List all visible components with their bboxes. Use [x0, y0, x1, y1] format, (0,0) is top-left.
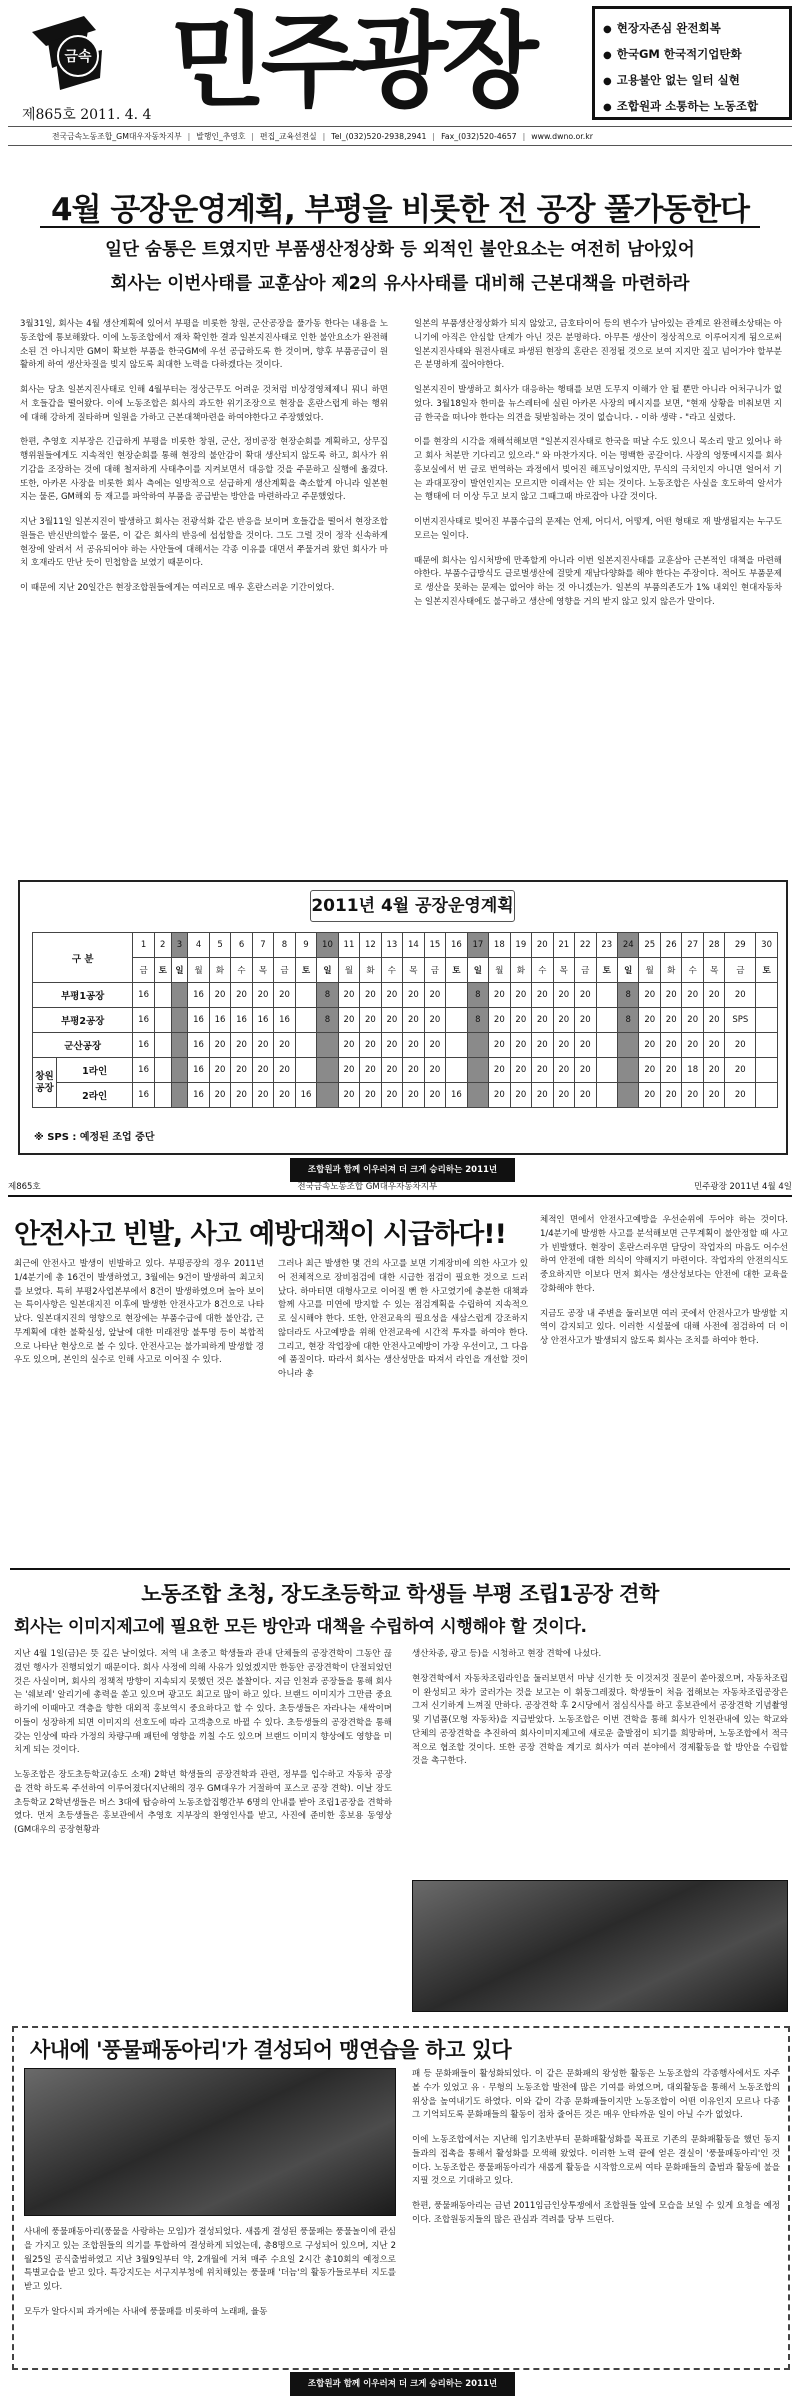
- info-issuer: 발행인_추영호: [196, 131, 246, 141]
- table-cell: [317, 1058, 338, 1083]
- article1-paragraph: 이 때문에 지난 20일간은 현장조합원들에게는 여러모로 매우 혼란스러운 기간이었다.: [20, 583, 335, 594]
- field-trip-group-photo: [412, 1880, 788, 2012]
- table-cell: 20: [660, 983, 681, 1008]
- table-cell: [446, 1058, 467, 1083]
- table-cell: 16: [188, 1008, 209, 1033]
- article1-paragraph: 한편, 추영호 지부장은 긴급하게 부평을 비롯한 창원, 군산, 정비공장 현장순회를 계획하고, 상무집행위원들에게도 지속적인 현장순회를 통해 현장의 불안감이 확대 생산되지 않도록 하고, 회사가 위기감을 조장하는 것에 대해 철저하게 사태추이를 지켜보면서 대응할 것을 주문하고 실행에 옮겼다. 또한, 아카몬 사장을 비롯한 회사 측에는 일방적으로 섣급하게 생산계획을 축소할게 아니라 일본현지는 물론, GM해외 등 재고를 파악하여 부품을 공급받는 방안을 마련하라고 주문했었다.: [20, 437, 388, 503]
- union-logo: [26, 12, 108, 94]
- table-cell: 20: [252, 1058, 273, 1083]
- table-cell: [171, 1033, 188, 1058]
- table-cell: [618, 1083, 639, 1108]
- table-cell: [154, 1083, 171, 1108]
- weekday-header: 토: [596, 958, 617, 983]
- day-header: 18: [489, 933, 510, 958]
- table-cell: 20: [252, 1083, 273, 1108]
- weekday-header: 수: [381, 958, 402, 983]
- table-cell: 20: [252, 1033, 273, 1058]
- table-cell: 20: [231, 983, 252, 1008]
- article3-subheadline: 회사는 이미지제고에 필요한 모든 방안과 대책을 수립하여 시행해야 할 것이다.: [14, 1617, 587, 1637]
- article1-paragraph: 회사는 당초 일본지진사태로 인해 4월부터는 정상근무도 어려운 것처럼 비상경영체제니 뭐니 하면서 호들갑을 떨어왔다. 이에 노동조합은 회사의 과도한 위기조장으로 현장을 혼란스럽게 하는 행위에 대해 강하게 질타하며 일원을 가하고 근본대책마련을 하여야한다고 주장했었다.: [20, 385, 388, 423]
- table-cell: 20: [489, 1058, 510, 1083]
- article4-paragraph: 모두가 알다시피 과거에는 사내에 풍물패를 비롯하여 노래패, 율동: [24, 2306, 268, 2317]
- table-cell: 16: [274, 1008, 295, 1033]
- table-cell: [154, 1033, 171, 1058]
- table-cell: 20: [660, 1058, 681, 1083]
- table-cell: 8: [317, 983, 338, 1008]
- day-header: 14: [403, 933, 424, 958]
- table-cell: 20: [360, 1033, 381, 1058]
- table-cell: 16: [446, 1083, 467, 1108]
- day-header: 8: [274, 933, 295, 958]
- info-fax: Fax_(032)520-4657: [441, 131, 517, 141]
- table-cell: 20: [553, 1033, 574, 1058]
- table-cell: 20: [252, 983, 273, 1008]
- table-cell: [756, 983, 778, 1008]
- table-cell: 16: [252, 1008, 273, 1033]
- row-label: 군산공장: [33, 1033, 133, 1058]
- table-cell: 20: [403, 1058, 424, 1083]
- day-header: 28: [703, 933, 724, 958]
- table-cell: [596, 1083, 617, 1108]
- table-cell: 16: [295, 1083, 316, 1108]
- weekday-header: 화: [510, 958, 531, 983]
- footer-ribbon: 조합원과 함께 이우러져 더 크게 승리하는 2011년: [290, 1158, 515, 1182]
- table-cell: 20: [381, 1058, 402, 1083]
- weekday-header: 금: [274, 958, 295, 983]
- day-header: 12: [360, 933, 381, 958]
- article4-paragraph: 사내에 풍물패동아리(풍물을 사랑하는 모임)가 결성되었다. 새롭게 결성된 풍물패는 풍물놀이에 관심을 가지고 있는 조합원들의 의기를 투합하여 결성하게 되었는데, 총8명으로 구성되어 있으며, 지난 2월25일 공식출범하였고 지난 3월9일부터 약, 2개월에 거쳐 매주 수요일 2시간 총10회의 예정으로 특별교습을 받고 있다. 특강지도는 서구지부청에 위치해있는 풍물패 '더늠'의 활동가들로부터 지도를 받고 있다.: [24, 2227, 396, 2293]
- article1-subheadline-1: 일단 숨통은 트였지만 부품생산정상화 등 외적인 불안요소는 여전히 남아있어: [105, 240, 695, 260]
- info-editor: 편집_교육선전실: [260, 131, 317, 141]
- table-cell: 20: [575, 983, 596, 1008]
- table-cell: 20: [209, 1033, 230, 1058]
- article2-column-1: [14, 1258, 264, 1379]
- page2-issue: 제865호: [8, 1182, 41, 1192]
- pungmul-practice-photo: [24, 2068, 396, 2216]
- table-cell: [171, 1083, 188, 1108]
- slogan-item: ● 현장자존심 완전회복: [603, 16, 781, 42]
- table-cell: 20: [532, 1083, 553, 1108]
- table-cell: 8: [618, 1008, 639, 1033]
- table-cell: 20: [682, 1008, 703, 1033]
- table-cell: 8: [317, 1008, 338, 1033]
- table-cell: [618, 1058, 639, 1083]
- table-cell: 16: [188, 1033, 209, 1058]
- table-cell: [756, 1083, 778, 1108]
- day-header: 30: [756, 933, 778, 958]
- weekday-header: 목: [703, 958, 724, 983]
- weekday-header: 화: [660, 958, 681, 983]
- table-cell: 20: [424, 1083, 445, 1108]
- table-cell: 20: [338, 983, 359, 1008]
- weekday-header: 금: [725, 958, 756, 983]
- weekday-header: 금: [575, 958, 596, 983]
- table-cell: 20: [725, 1033, 756, 1058]
- table-cell: 20: [575, 1033, 596, 1058]
- article1-headline: 4월 공장운영계획, 부평을 비롯한 전 공장 풀가동한다: [51, 192, 749, 228]
- info-website[interactable]: www.dwno.or.kr: [531, 131, 593, 141]
- article2-column-3: [540, 1214, 788, 1360]
- table-cell: 20: [725, 1083, 756, 1108]
- table-cell: [596, 1008, 617, 1033]
- weekday-header: 화: [360, 958, 381, 983]
- sps-note: ※ SPS : 예정된 조업 중단: [34, 1132, 155, 1143]
- table-cell: 20: [510, 1033, 531, 1058]
- article2-paragraph: 그러나 최근 발생한 몇 건의 사고를 보면 기계장비에 의한 사고가 있어 전체적으로 장비점검에 대한 시급한 점검이 필요한 것으로 드러났다. 하마터면 대형사고로 이어질 뻔 한 사고였기에 충분한 대책과 함께 사고를 미연에 방지할 수 있는 점검계획을 수립하여 지속적으로 실시해야 한다. 또한, 안전교육의 필요성을 새삼스럽게 강조하지 않더라도 사고예방을 위해 안전교육에 시간적 투자를 하여야 한다. 그리고, 현장 작업장에 대한 안전사고예방이 가장 우선이고, 그 다음에 품질이다. 따라서 회사는 생산성만을 따져서 라인을 개선할 것이 아니라 총: [278, 1259, 528, 1380]
- article3-paragraph: 생산차종, 광고 등)을 시청하고 현장 견학에 나섰다.: [412, 1649, 602, 1659]
- table-cell: [295, 1058, 316, 1083]
- weekday-header: 목: [553, 958, 574, 983]
- article1-paragraph: 때문에 회사는 임시처방에 만족할게 아니라 이번 일본지진사태를 교훈삼아 근본적인 대책을 마련해야한다. 부품수급방식도 글로벌생산에 걸맞게 재남다양화를 해야 한다는 주장이다. 적어도 부품문제로 생산을 못하는 문제는 없어야 하는 것 아니겠는가. 일본의 부품의존도가 1% 내외인 현대자동차는 일본지진사태에도 불구하고 생산에 영향을 거의 받지 않고 있지 않은가 말이다.: [414, 555, 782, 608]
- article1-column-left: [20, 318, 388, 607]
- day-header: 3: [171, 933, 188, 958]
- article3-paragraph: 현장견학에서 자동차조립라인을 둘러보면서 마냥 신기한 듯 이것저것 질문이 쏟아졌으며, 자동차조립이 완성되고 차가 굴러가는 것을 보고는 이 휘둥그레졌다. 학생들이 처음 접해보는 자동차조립공장은 그저 신기하게 느껴질 만하다. 공장견학 후 2시당에서 점심식사를 하고 홍보관에서 공장견학 기념촬영 및 기념품(모형 자동차)을 지급받았다. 노동조합은 이번 견학을 통해 회사가 인천관내에 있는 학교와 단체의 공장견학을 추진하여 회사이미지제고에 새로운 출발점이 되기를 희망하며, 노동조합에서 적극적으로 협조할 것이다. 또한 공장 견학을 계기로 회사가 여러 분야에서 경제활동을 할 방안을 수립할 것을 촉구한다.: [412, 1673, 788, 1767]
- table-cell: [596, 983, 617, 1008]
- table-cell: [467, 1083, 488, 1108]
- weekday-header: 수: [532, 958, 553, 983]
- table-cell: [596, 1058, 617, 1083]
- table-cell: 20: [360, 1008, 381, 1033]
- day-header: 20: [532, 933, 553, 958]
- table-cell: 20: [424, 1008, 445, 1033]
- day-header: 25: [639, 933, 660, 958]
- page2-date: 민주광장 2011년 4월 4일: [693, 1182, 792, 1192]
- weekday-header: 수: [231, 958, 252, 983]
- table-cell: 16: [209, 1008, 230, 1033]
- table-cell: [446, 983, 467, 1008]
- table-cell: 16: [133, 1083, 154, 1108]
- weekday-header: 토: [756, 958, 778, 983]
- table-cell: 20: [424, 983, 445, 1008]
- table-cell: 16: [188, 1058, 209, 1083]
- slogan-box: [592, 6, 792, 120]
- table-cell: 20: [360, 983, 381, 1008]
- table-cell: 20: [553, 1083, 574, 1108]
- table-cell: 20: [703, 983, 724, 1008]
- table-cell: [295, 1008, 316, 1033]
- day-header: 26: [660, 933, 681, 958]
- operation-plan-table-box: [18, 880, 788, 1155]
- row-label: 1라인: [57, 1058, 133, 1083]
- table-cell: 20: [703, 1058, 724, 1083]
- table-cell: 20: [639, 1008, 660, 1033]
- table-cell: [756, 1008, 778, 1033]
- logo-text: 금속: [64, 49, 92, 65]
- article2-paragraph: 지금도 공장 내 주변을 둘러보면 여러 곳에서 안전사고가 발생할 지역이 감지되고 있다. 이러한 시설물에 대해 사전에 점검하여 더 이상 안전사고가 발생되지 않도록 회사는 조치를 하여야 한다.: [540, 1308, 788, 1347]
- table-row: [33, 1008, 778, 1033]
- weekday-header: 수: [682, 958, 703, 983]
- table-cell: 20: [703, 1008, 724, 1033]
- table-cell: [154, 1008, 171, 1033]
- table-cell: 16: [231, 1008, 252, 1033]
- article1-paragraph: 3월31일, 회사는 4월 생산계획에 있어서 부평을 비롯한 창원, 군산공장을 풀가동 한다는 내용을 노동조합에 통보해왔다. 이에 노동조합에서 재차 확인한 결과 일본지진사태로 인한 불안요소가 완전해소된 건 아니지만 GM이 확보한 부품을 한국GM에 우선 공급하도록 한 것이며, 향후 부품공급이 원활하게 하여 생산차질을 빚지 않도록 최대한 노력을 다하겠다는 것이다.: [20, 319, 388, 371]
- table-cell: 20: [639, 1083, 660, 1108]
- table-cell: 20: [274, 1083, 295, 1108]
- table-cell: [171, 983, 188, 1008]
- table-cell: 20: [703, 1033, 724, 1058]
- page2-running-header: [8, 1180, 792, 1197]
- weekday-header: 목: [252, 958, 273, 983]
- table-cell: [618, 1033, 639, 1058]
- table-cell: 20: [231, 1058, 252, 1083]
- table-row: [33, 1083, 778, 1108]
- table-cell: 20: [231, 1083, 252, 1108]
- weekday-header: 일: [467, 958, 488, 983]
- masthead: [0, 0, 800, 140]
- table-cell: 20: [489, 983, 510, 1008]
- table-cell: 20: [424, 1058, 445, 1083]
- table-cell: 20: [338, 1083, 359, 1108]
- table-cell: 20: [403, 1083, 424, 1108]
- table-cell: 20: [553, 1008, 574, 1033]
- table-cell: 8: [467, 1008, 488, 1033]
- article1-paragraph: 이를 현장의 시각을 재해석해보면 "일본지진사태로 한국을 떠날 수도 있으니 목소리 말고 있어나 하고 회사 처분만 기다리고 있으라." 와 마찬가지다. 이는 명백한 공갈이다. 사장의 엉뚱메시지를 회사 홍보실에서 번 글로 번역하는 과정에서 빚어진 해프닝이었지만, 무식의 극치인지 아니면 얼어서 기는 과대포장이 발언인지는 모르지만 이래서는 안 되는 것이다. 노동조합은 사실을 호도하여 알서가는 행태에 더 이상 두고 보지 않고 그때그때 바로잡아 나갈 것이다.: [414, 437, 782, 503]
- footer-ribbon-page2: 조합원과 함께 이우러져 더 크게 승리하는 2011년: [290, 2372, 515, 2396]
- table-header-days: [33, 933, 778, 958]
- article2-paragraph: 최근에 안전사고 발생이 빈발하고 있다. 부평공장의 경우 2011년 1/4분기에 총 16건이 발생하였고, 3월에는 9건이 발생하여 최고치를 보였다. 특히 부평2사업본부에서 8건이 발생하였으며 높아 보이는 특이사항은 일본대지진 이후에 발생한 안전사고가 8건으로 나타났다. 일본대지진의 영향으로 현장에는 부품수급에 대한 불안감, 근무계획에 대한 불확실성, 앞날에 대한 미래전망 불투명 등이 복합적으로 나타난 현상으로 볼 수 있다. 안전사고는 불가피하게 발생할 경우도 있으며, 본인의 실수로 인해 사고로 이어질 수 있다.: [14, 1259, 264, 1366]
- table-cell: 20: [360, 1058, 381, 1083]
- article2-paragraph: 체적인 면에서 안전사고예방을 우선순위에 두어야 하는 것이다. 1/4분기에 발생한 사고를 분석해보면 근무계획이 불안정할 때 사고가 빈발했다. 현장이 혼란스러우면 담당이 작업자의 마음도 어수선하여 안전에 대한 의식이 약해지기 마련이다. 작업자의 안전의식도 중요하지만 이보다 먼저 회사는 생산성보다는 안전에 대한 교육을 강화해야 한다.: [540, 1215, 788, 1294]
- article3-column-right: [412, 1648, 788, 1780]
- weekday-header: 토: [446, 958, 467, 983]
- weekday-header: 토: [295, 958, 316, 983]
- table-cell: 20: [575, 1058, 596, 1083]
- table-cell: 20: [725, 1058, 756, 1083]
- table-cell: 20: [403, 1033, 424, 1058]
- table-cell: 20: [403, 1008, 424, 1033]
- day-header: 4: [188, 933, 209, 958]
- row-label: 2라인: [57, 1083, 133, 1108]
- table-cell: [295, 983, 316, 1008]
- table-cell: 20: [510, 1008, 531, 1033]
- day-header: 24: [618, 933, 639, 958]
- table-cell: [446, 1008, 467, 1033]
- table-cell: 16: [188, 1083, 209, 1108]
- article1-paragraph: 지난 3월11일 일본지진이 발생하고 회사는 전광석화 같은 반응을 보이며 호들갑을 떨어서 현장조합원들은 반신반의할수 물론, 이 같은 회사의 반응에 섭섭함을 것이다. 그도 그럴 것이 정작 신속하게 현장에 알려서 서 공유되어야 하는 사안들에 대해서는 각종 이유를 대면서 쭈물거려 왔던 회사가 마치 호재라도 만난 듯이 민첩함을 보였기 때문이다.: [20, 517, 388, 569]
- weekday-header: 금: [133, 958, 154, 983]
- table-cell: [317, 1033, 338, 1058]
- table-cell: 20: [682, 1033, 703, 1058]
- article3-paragraph: 노동조합은 장도초등학교(송도 소재) 2학년 학생들의 공장견학과 관련, 정부를 입수하고 자동차 공장을 견학 하도록 주선하여 이루어졌다(지난해의 경우 GM대우가 거절하여 포스코 공장 견학). 이날 장도초등학교 2학년생들은 버스 3대에 탑승하여 노동조합집행간부 6명의 안내를 받아 조립1공장을 견학하였다. 먼저 초등생들은 홍보관에서 추영호 지부장의 환영인사를 받고, 사진에 준비한 홍보용 동영상(GM대우의 공장현황과: [14, 1770, 392, 1836]
- article1-column-right: [414, 318, 782, 621]
- table-cell: 20: [274, 983, 295, 1008]
- article2-column-2: [278, 1258, 528, 1393]
- table-cell: 20: [274, 1033, 295, 1058]
- table-cell: 20: [532, 1058, 553, 1083]
- day-header: 21: [553, 933, 574, 958]
- table-cell: [756, 1058, 778, 1083]
- table-header-weekdays: [33, 958, 778, 983]
- table-cell: 20: [489, 1033, 510, 1058]
- table-cell: 20: [231, 1033, 252, 1058]
- weekday-header: 월: [489, 958, 510, 983]
- weekday-header: 일: [171, 958, 188, 983]
- table-cell: 20: [703, 1083, 724, 1108]
- day-header: 16: [446, 933, 467, 958]
- headline-rule: [40, 176, 760, 228]
- weekday-header: 일: [317, 958, 338, 983]
- day-header: 1: [133, 933, 154, 958]
- table-row: [33, 1058, 778, 1083]
- table-cell: [467, 1058, 488, 1083]
- table-cell: 20: [338, 1058, 359, 1083]
- day-header: 15: [424, 933, 445, 958]
- table-cell: 20: [209, 1083, 230, 1108]
- article2-headline: 안전사고 빈발, 사고 예방대책이 시급하다!!: [14, 1219, 506, 1250]
- table-cell: 20: [510, 1083, 531, 1108]
- table-cell: 20: [489, 1008, 510, 1033]
- table-cell: [171, 1008, 188, 1033]
- slogan-item: ● 고용불안 없는 일터 실현: [603, 68, 781, 94]
- table-cell: [317, 1083, 338, 1108]
- table-cell: 20: [274, 1058, 295, 1083]
- table-cell: 20: [403, 983, 424, 1008]
- weekday-header: 화: [209, 958, 230, 983]
- row-group-label: 창원공장: [33, 1058, 57, 1108]
- table-cell: 20: [682, 1083, 703, 1108]
- weekday-header: 토: [154, 958, 171, 983]
- table-cell: [756, 1033, 778, 1058]
- slogan-item: ● 조합원과 소통하는 노동조합: [603, 94, 781, 120]
- weekday-header: 월: [639, 958, 660, 983]
- article4-paragraph: 패 등 문화패들이 활성화되었다. 이 같은 문화패의 왕성한 활동은 노동조합의 각종행사에서도 자주 볼 수가 있었고 유 · 무형의 노동조합 발전에 많은 기여를 하였으며, 대외활동을 통해서 노동조합의 위상을 높여내기도 하였다. 이와 같이 각종 문화패들이지만 노동조합이 어떤 이유인지 모르나 다종 그 기억되도록 문화패들의 활동이 점차 줄어든 것은 매우 안타까운 일이 아닐 수가 없었다.: [412, 2069, 780, 2121]
- table-cell: [596, 1033, 617, 1058]
- table-cell: 20: [381, 1008, 402, 1033]
- row-label: 부평2공장: [33, 1008, 133, 1033]
- weekday-header: 목: [403, 958, 424, 983]
- article3-paragraph: 지난 4월 1일(금)은 뜻 깊은 날이었다. 저역 내 초중고 학생들과 관내 단체들의 공장견학이 그동안 끊겼던 행사가 진행되었기 때문이다. 회사 사정에 의해 사유가 있었겠지만 한동안 공장견학이 단절되었던 것은 사실이며, 회사의 정책적 방향이 지속되지 못했던 것은 불찰이다. 지금 인천과 공장들을 통해 회사는 '쉐보레' 알리기에 총력을 쏟고 있으며 광고도 최고로 많이 하고 있다. 브랜드 이미지가 그만큼 중요하기에 이때마고 객층을 향한 대외적 홍보역시 중요하다고 할 수 있다. 초등생들은 자라나는 새싹이며 이들이 성장하게 되면 이미지의 선호도에 따라 고객층으로 바뀔 수 있다. 초등생들의 공장견학을 통해 갖는 인상에 따라 가정의 차량구매 패턴에 영향을 끼칠 수도 있으며 브랜드 이미지 향상에도 영향을 미치게 되는 것이다.: [14, 1649, 392, 1756]
- issue-number: 제865호 2011. 4. 4: [22, 107, 152, 123]
- table-cell: 20: [575, 1008, 596, 1033]
- table-cell: 20: [424, 1033, 445, 1058]
- article1-paragraph: 이번지진사태로 빚어진 부품수급의 문제는 언제, 어디서, 어떻게, 어떤 형태로 재 발생될지는 누구도 모르는 일이다.: [414, 517, 782, 541]
- table-cell: 20: [553, 1058, 574, 1083]
- day-header: 29: [725, 933, 756, 958]
- weekday-header: 일: [618, 958, 639, 983]
- day-header: 19: [510, 933, 531, 958]
- table-cell: 20: [575, 1083, 596, 1108]
- table-row: [33, 1033, 778, 1058]
- table-cell: [467, 1033, 488, 1058]
- table-cell: [295, 1033, 316, 1058]
- day-header: 22: [575, 933, 596, 958]
- day-header: 23: [596, 933, 617, 958]
- day-header: 13: [381, 933, 402, 958]
- day-header: 17: [467, 933, 488, 958]
- table-cell: 20: [209, 983, 230, 1008]
- table-cell: 20: [209, 1058, 230, 1083]
- article4-headline: 사내에 '풍물패동아리'가 결성되어 맹연습을 하고 있다: [30, 2038, 512, 2062]
- operation-plan-title: 2011년 4월 공장운영계획: [310, 890, 515, 922]
- day-header: 7: [252, 933, 273, 958]
- day-header: 5: [209, 933, 230, 958]
- table-cell: 16: [133, 1033, 154, 1058]
- table-cell: 20: [660, 1083, 681, 1108]
- table-cell: [446, 1033, 467, 1058]
- weekday-header: 금: [424, 958, 445, 983]
- article1-subheadline-2: 회사는 이번사태를 교훈삼아 제2의 유사사태를 대비해 근본대책을 마련하라: [110, 274, 690, 294]
- table-cell: 20: [639, 1058, 660, 1083]
- section-divider: [10, 1568, 790, 1570]
- table-cell: 16: [133, 983, 154, 1008]
- table-cell: 20: [381, 983, 402, 1008]
- table-cell: 20: [532, 1008, 553, 1033]
- table-cell: [171, 1058, 188, 1083]
- table-cell: SPS: [725, 1008, 756, 1033]
- info-phone: Tel_(032)520-2938,2941: [331, 131, 427, 141]
- table-cell: 20: [553, 983, 574, 1008]
- table-cell: 20: [660, 1008, 681, 1033]
- article1-paragraph: 일본지진이 발생하고 회사가 대응하는 행태를 보면 도무지 이해가 안 될 뿐만 아니라 어처구니가 없었다. 3월18일자 한미을 뉴스레터에 실린 아카몬 사장의 메시지를 보면, "현재 상황을 비춰보면 지금 한국을 떠나야 한다는 의견을 뒷받침하는 것이 없습니다. - 이하 생략 - "라고 실렸다.: [414, 385, 782, 423]
- table-cell: 20: [510, 1058, 531, 1083]
- table-cell: 20: [682, 983, 703, 1008]
- day-header: 27: [682, 933, 703, 958]
- publication-info-bar: 전국금속노동조합_GM대우자동차지부 | 발행인_추영호 | 편집_교육선전실 | Tel_(032)520-2938,2941 | Fax_(032)520-4657 | www.dwno.or.kr: [8, 126, 792, 146]
- article4-column-right: [412, 2068, 780, 2239]
- day-header: 6: [231, 933, 252, 958]
- table-cell: 20: [639, 1033, 660, 1058]
- table-cell: 20: [532, 1033, 553, 1058]
- table-cell: 20: [532, 983, 553, 1008]
- slogan-item: ● 한국GM 한국적기업탄화: [603, 42, 781, 68]
- table-cell: 8: [618, 983, 639, 1008]
- article4-paragraph: 이에 노동조합에서는 지난해 임기초반부터 문화패활성화를 목표로 기존의 문화패활동을 했던 동지들과의 접촉을 통해서 활성화를 모색해 왔었다. 이러한 노력 끝에 얻은 결실이 '풍물패동아리'인 것이다. 노동조합은 풍물패동아리가 새롭게 활동을 시작함으로써 여타 문화패들의 출범과 활동에 불을 지필 것으로 기대하고 있다.: [412, 2135, 780, 2187]
- day-header: 2: [154, 933, 171, 958]
- article4-paragraph: 한편, 풍물패동아리는 금년 2011임금인상투쟁에서 조합원들 앞에 모습을 보일 수 있게 요청을 예정이다. 조합원동지들의 많은 관심과 격려를 당부 드린다.: [412, 2201, 780, 2225]
- day-header: 11: [338, 933, 359, 958]
- table-cell: 20: [360, 1083, 381, 1108]
- table-cell: 20: [510, 983, 531, 1008]
- weekday-header: 월: [188, 958, 209, 983]
- article3-headline: 노동조합 초청, 장도초등학교 학생들 부평 조립1공장 견학: [141, 1582, 659, 1606]
- table-cell: 16: [133, 1008, 154, 1033]
- table-row: [33, 983, 778, 1008]
- page2-publisher: 전국금속노동조합 GM대우자동차지부: [297, 1182, 438, 1192]
- row-label: 부평1공장: [33, 983, 133, 1008]
- article4-column-left: [24, 2226, 396, 2331]
- table-cell: 20: [725, 983, 756, 1008]
- article1-paragraph: 일본의 부품생산정상화가 되지 않았고, 금호타이어 등의 변수가 남아있는 관계로 완전해소상태는 아니기에 아직은 안심할 단계가 아닌 것은 분명하다. 아무튼 생산이 정상적으로 이루어지게 됨으로써 일본지진사태와 원전사태로 파생된 현장의 혼란은 진정될 것으로 보여 지지만 짚고 넘어가야 할부분은 분명하게 짚어야한다.: [414, 319, 782, 371]
- table-cell: 16: [188, 983, 209, 1008]
- table-cell: 20: [660, 1033, 681, 1058]
- table-cell: 20: [639, 983, 660, 1008]
- operation-plan-table: [32, 932, 778, 1108]
- table-cell: 8: [467, 983, 488, 1008]
- newspaper-title: 민주광장: [170, 3, 533, 122]
- table-cell: 18: [682, 1058, 703, 1083]
- table-cell: 16: [133, 1058, 154, 1083]
- day-header: 9: [295, 933, 316, 958]
- info-publisher-org: 전국금속노동조합_GM대우자동차지부: [52, 131, 182, 141]
- table-cell: 20: [381, 1083, 402, 1108]
- table-header-label: 구 분: [33, 933, 133, 983]
- weekday-header: 월: [338, 958, 359, 983]
- day-header: 10: [317, 933, 338, 958]
- article3-column-left: [14, 1648, 392, 1849]
- table-cell: 20: [381, 1033, 402, 1058]
- table-cell: 20: [338, 1008, 359, 1033]
- table-cell: 20: [338, 1033, 359, 1058]
- table-body: [33, 983, 778, 1108]
- table-cell: 20: [489, 1083, 510, 1108]
- table-cell: [154, 983, 171, 1008]
- table-cell: [154, 1058, 171, 1083]
